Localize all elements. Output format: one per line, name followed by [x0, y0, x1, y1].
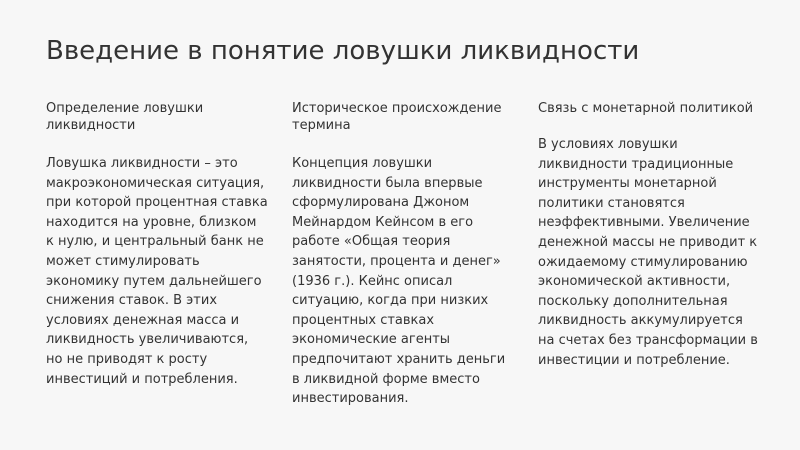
slide-title: Введение в понятие ловушки ликвидности — [46, 36, 640, 66]
column-definition — [46, 100, 268, 389]
column-heading: Определение ловушки ликвидности — [46, 101, 204, 133]
column-text: Концепция ловушки ликвидности была впервые сформулирована Джоном Мейнардом Кейнсом в его работе «Общая теория занятости, процента и денег» (1936 г.). Кейнс описал ситуацию, когда при низких процентных ставках экономические агенты предпочитают хранить деньги в ликвидной форме вместо инвестирования. — [292, 156, 506, 407]
column-text: Ловушка ликвидности – это макроэкономическая ситуация, при которой процентная ставка находится на уровне, близком к нулю, и центральный банк не может стимулировать экономику путем дальнейшего снижения ставок. В этих условиях денежная масса и ликвидность увеличиваются, но не приводят к росту инвестиций и потребления. — [46, 156, 268, 387]
column-history — [292, 100, 514, 409]
column-text: В условиях ловушки ликвидности традиционные инструменты монетарной политики становятся неэффективными. Увеличение денежной массы не приводит к ожидаемому стимулированию экономической активности, поскольку дополнительная ликвидность аккумулируется на счетах без трансформации в инвестиции и потребление. — [538, 137, 758, 368]
column-heading: Связь с монетарной политикой — [538, 101, 754, 116]
column-heading: Историческое происхождение термина — [292, 101, 502, 133]
column-monetary-policy — [538, 100, 760, 370]
